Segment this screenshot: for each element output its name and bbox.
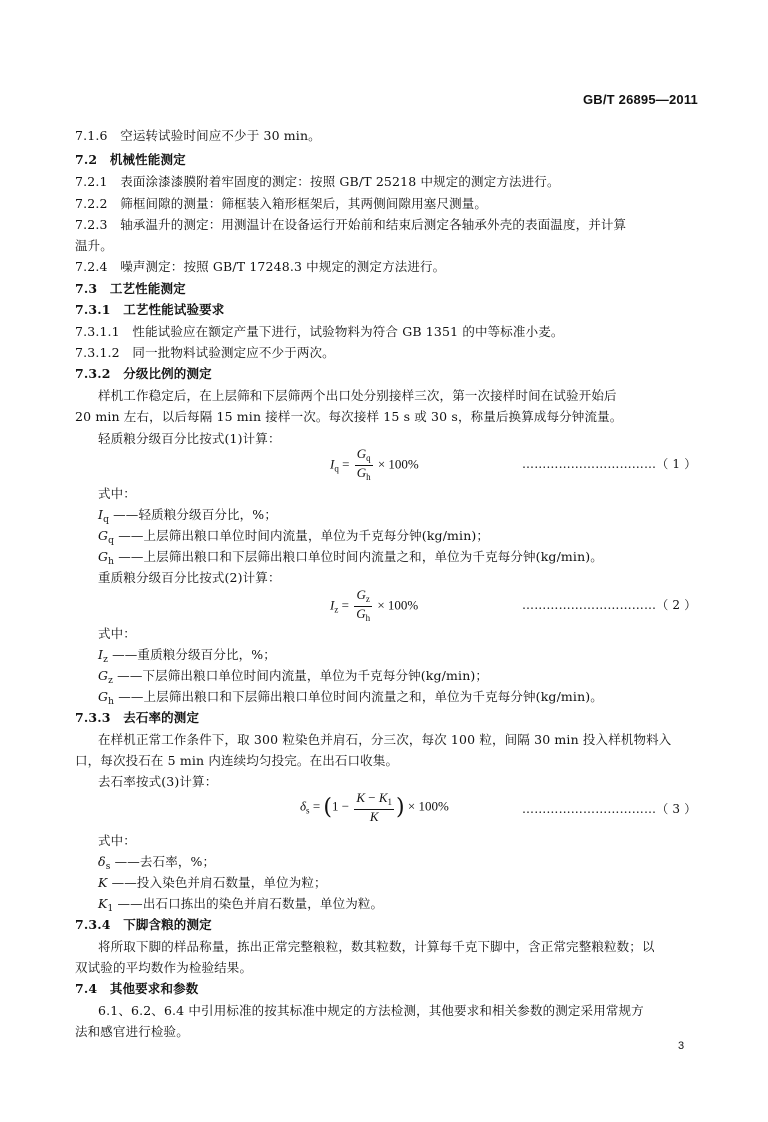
text-line: 7.2.4 噪声测定：按照 GB/T 17248.3 中规定的测定方法进行。	[75, 259, 446, 274]
variable-definition: $G_q$ ——上层筛出粮口单位时间内流量，单位为千克每分钟(kg/min)；	[98, 528, 490, 546]
text-line: 重质粮分级百分比按式(2)计算：	[98, 570, 281, 585]
equation-number: ……………………………（ 1 ）	[522, 457, 697, 471]
section-heading: 7.3.2 分级比例的测定	[75, 366, 212, 381]
variable-definition: $K_1$ ——出石口拣出的染色并肩石数量，单位为粒。	[98, 896, 384, 914]
variable-definition: K ——投入染色并肩石数量，单位为粒；	[98, 875, 327, 890]
text-line: 样机工作稳定后，在上层筛和下层筛两个出口处分别接样三次，第一次接样时间在试验开始后	[98, 388, 617, 403]
standard-code: GB/T 26895—2011	[582, 92, 698, 107]
variable-definition: $G_h$ ——上层筛出粮口和下层筛出粮口单位时间内流量之和，单位为千克每分钟(kg/min)。	[98, 549, 603, 567]
section-heading: 7.3.4 下脚含粮的测定	[75, 917, 212, 932]
text-line: 式中：	[98, 626, 136, 641]
text-line: 6.1、6.2、6.4 中引用标准的按其标准中规定的方法检测，其他要求和相关参数的测定采用常规方	[98, 1003, 644, 1018]
text-line: 将所取下脚的样品称量，拣出正常完整粮粒，数其粒数，计算每千克下脚中，含正常完整粮粒数；以	[98, 939, 655, 954]
variable-definition: $\delta_s$ ——去石率，%；	[98, 854, 216, 872]
text-line: 温升。	[75, 238, 113, 253]
text-line: 式中：	[98, 486, 136, 501]
formula-3: $\delta_s = (1$ − $\frac{K - K_1}{K}$ ) × 100%	[300, 790, 449, 824]
section-heading: 7.2 机械性能测定	[75, 152, 186, 167]
text-line: 7.2.2 筛框间隙的测量：筛框装入箱形框架后，其两侧间隙用塞尺测量。	[75, 196, 488, 211]
formula-2: $I_z$ = $\frac{G_z}{G_h}$ × 100%	[330, 587, 419, 623]
text-line: 去石率按式(3)计算：	[98, 774, 218, 789]
section-heading: 7.4 其他要求和参数	[75, 981, 199, 996]
text-line: 在样机正常工作条件下，取 300 粒染色并肩石，分三次，每次 100 粒，间隔 30 min 投入样机物料入	[98, 732, 672, 747]
section-heading: 7.3.1 工艺性能试验要求	[75, 302, 225, 317]
text-line: 口，每次投石在 5 min 内连续均匀投完。在出石口收集。	[75, 753, 399, 768]
page-number: 3	[678, 1040, 685, 1052]
text-line: 7.3.1.1 性能试验应在额定产量下进行，试验物料为符合 GB 1351 的中等标准小麦。	[75, 324, 564, 339]
variable-definition: $G_z$ ——下层筛出粮口单位时间内流量，单位为千克每分钟(kg/min)；	[98, 668, 489, 686]
text-line: 轻质粮分级百分比按式(1)计算：	[98, 431, 281, 446]
section-heading: 7.3.3 去石率的测定	[75, 710, 200, 725]
text-line: 7.2.3 轴承温升的测定：用测温计在设备运行开始前和结束后测定各轴承外壳的表面温度，并计算	[75, 217, 627, 232]
text-line: 7.1.6 空运转试验时间应不少于 30 min。	[75, 128, 321, 143]
formula-1: $I_q$ = $\frac{G_q}{G_h}$ × 100%	[330, 446, 419, 482]
text-line: 式中：	[98, 833, 136, 848]
variable-definition: $G_h$ ——上层筛出粮口和下层筛出粮口单位时间内流量之和，单位为千克每分钟(kg/min)。	[98, 689, 603, 707]
text-line: 7.3.1.2 同一批物料试验测定应不少于两次。	[75, 345, 335, 360]
text-line: 法和感官进行检验。	[75, 1024, 189, 1039]
text-line: 7.2.1 表面涂漆漆膜附着牢固度的测定：按照 GB/T 25218 中规定的测定方法进行。	[75, 174, 560, 189]
equation-number: ……………………………（ 3 ）	[522, 802, 697, 816]
equation-number: ……………………………（ 2 ）	[522, 598, 697, 612]
variable-definition: $I_q$ ——轻质粮分级百分比，%；	[98, 507, 277, 525]
text-line: 双试验的平均数作为检验结果。	[75, 960, 253, 975]
section-heading: 7.3 工艺性能测定	[75, 281, 186, 296]
text-line: 20 min 左右，以后每隔 15 min 接样一次。每次接样 15 s 或 30 s，称量后换算成每分钟流量。	[75, 409, 623, 424]
variable-definition: $I_z$ ——重质粮分级百分比，%；	[98, 647, 276, 665]
